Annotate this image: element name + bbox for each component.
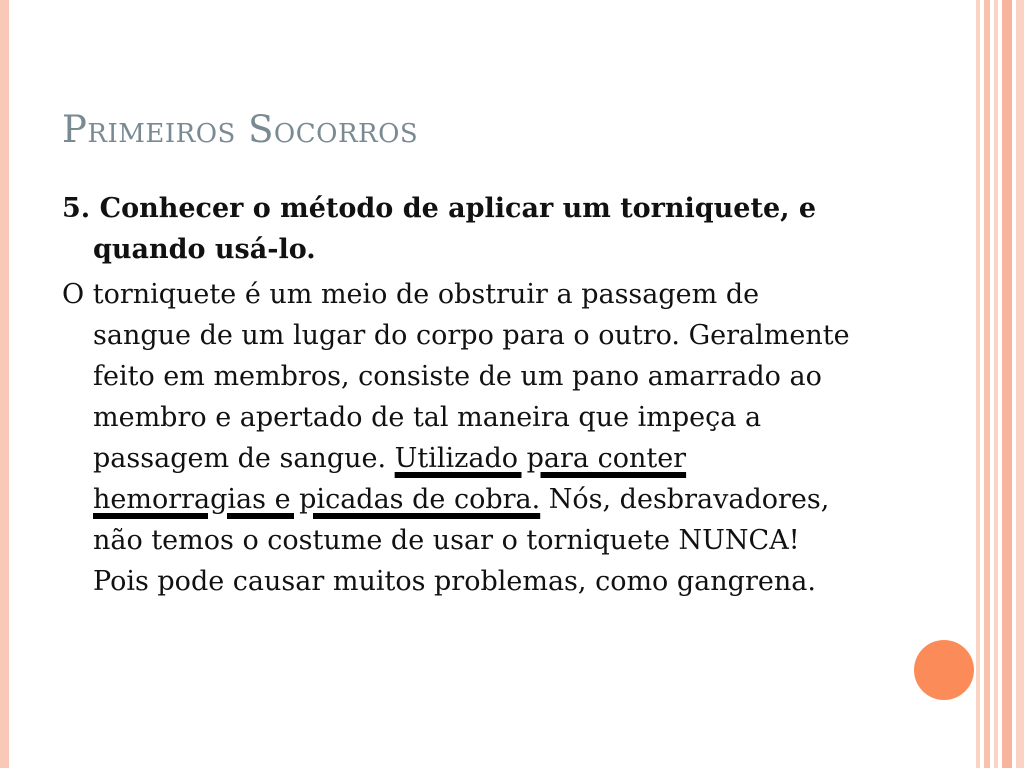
body-underlined: Utilizado para conter hemorragias e picadas de cobra. [93,443,687,515]
right-stripe-decoration [976,0,980,768]
slide-body [62,274,862,602]
body-rest: Nós, desbravadores, não temos o costume de usar o torniquete NUNCA! Pois pode causar muitos problemas, como gangrena. [93,484,830,597]
right-stripe-decoration [1016,0,1024,768]
right-stripe-decoration [1002,0,1012,768]
slide-content [62,188,862,606]
slide-title: Primeiros Socorros [62,108,419,151]
right-stripe-decoration [984,0,990,768]
left-border-decoration [0,0,9,768]
right-stripe-decoration [994,0,998,768]
slide-heading: 5. Conhecer o método de aplicar um torniquete, e quando usá-lo. [62,193,817,265]
decorative-circle-icon [914,640,974,700]
body-intro: O torniquete é um meio de obstruir a passagem de sangue de um lugar do corpo para o outro. Geralmente feito em membros, consiste de um pano amarrado ao membro e apertado de tal maneira que impeça a passagem de sangue. [62,279,850,474]
